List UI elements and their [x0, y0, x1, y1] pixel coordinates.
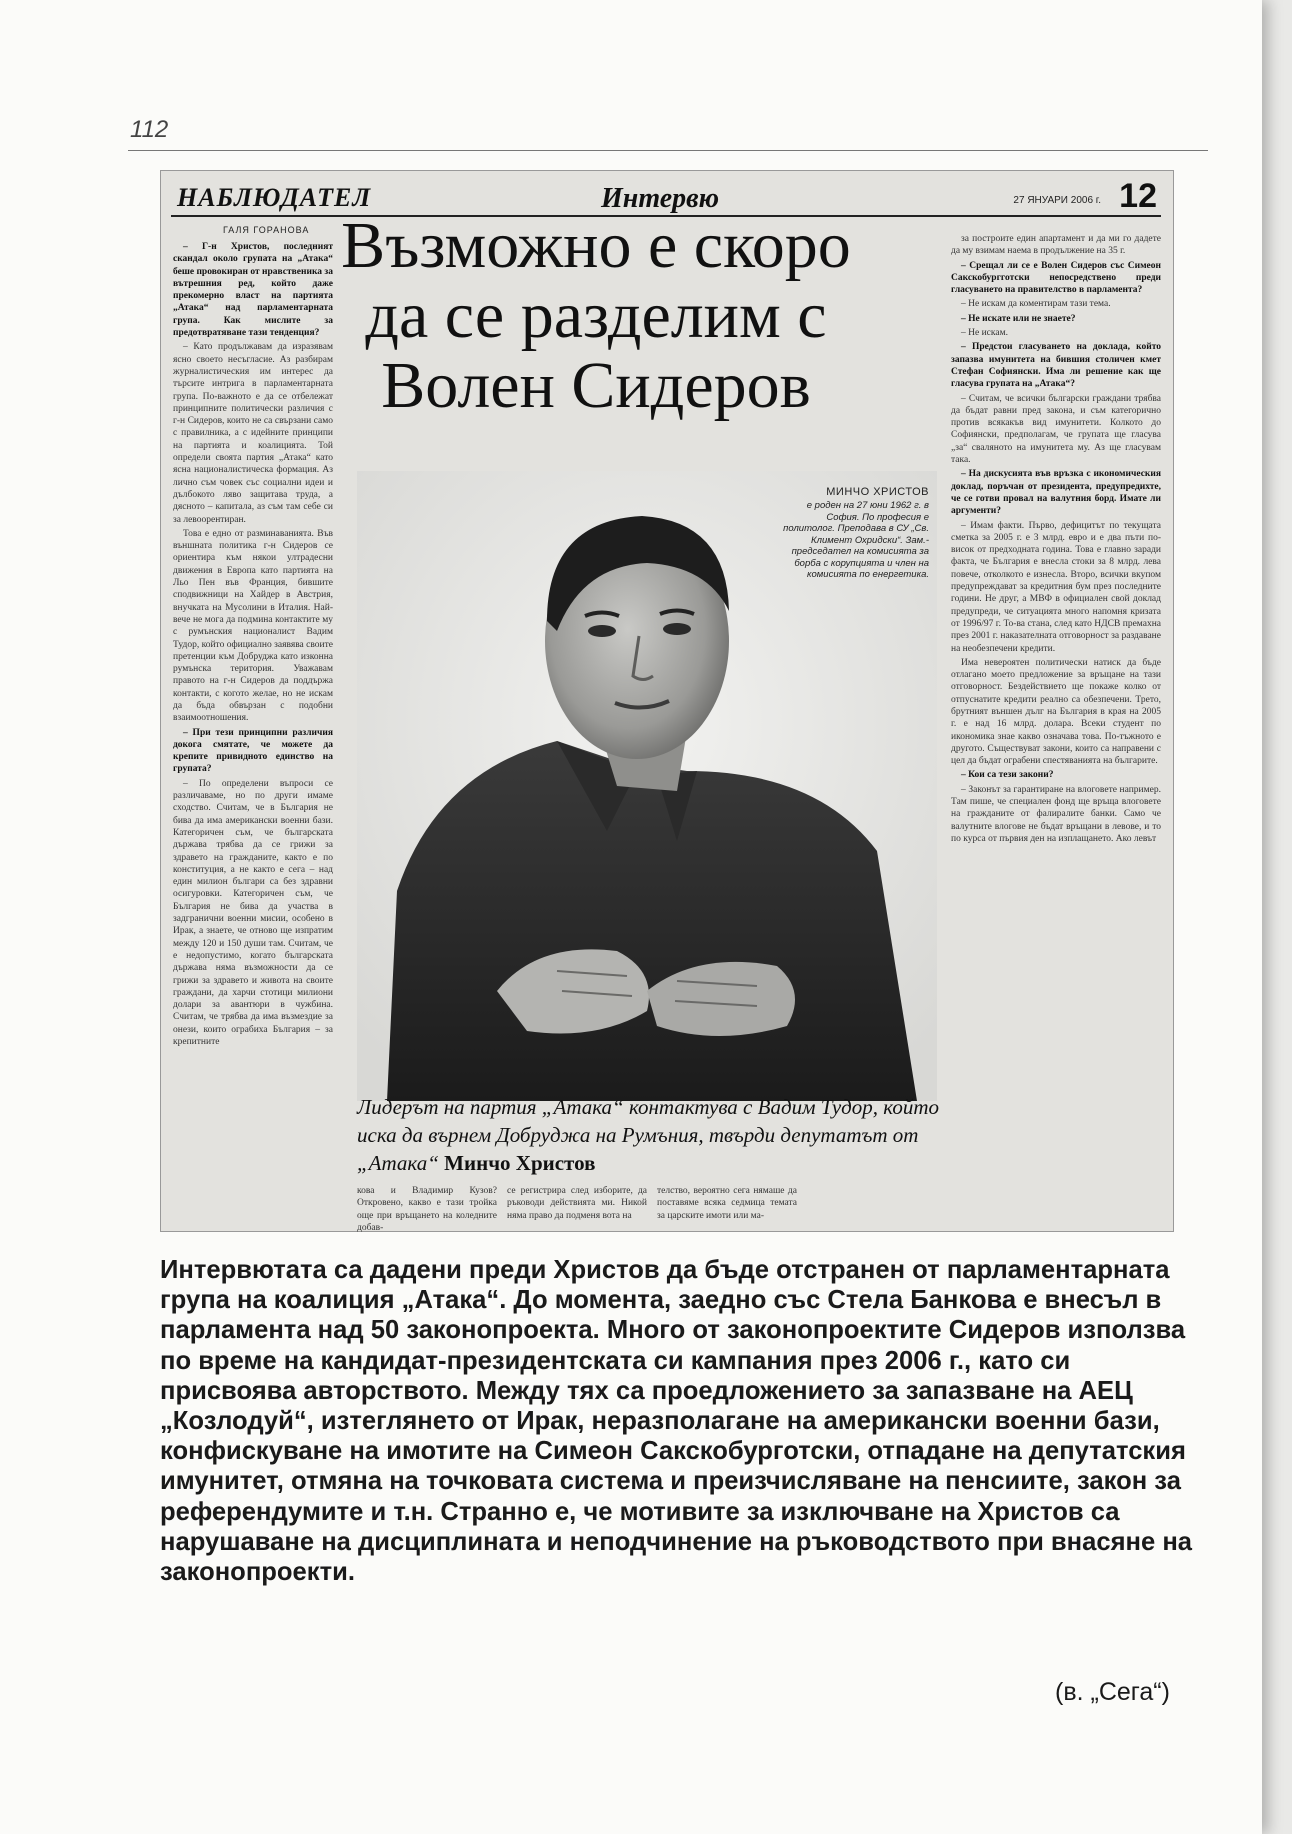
interview-paragraph: – Имам факти. Първо, дефицитът по текущата сметка за 2005 г. е 3 млрд. евро и е два пъти по-висок от предходната година. Това е главно заради факта, че България е внесла стоки за 8 млрд. лева повече, отколкото е изнесла. Второ, всички вкупом предупреждават за кредитния бум през последните години. Не друг, а МВФ в официален свой доклад предупреди, че ситуацията много напомня кризата от 1996/97 г. То-ва стана, след като НДСВ премахна през 2001 г. наказателната отговорност за раздаване на необезпечени кредити. [951, 520, 1161, 654]
commentary-text: Интервютата са дадени преди Христов да бъде отстранен от парламентарната група на коалиция „Атака“. До момента, заедно със Стела Банкова е внесъл в парламента над 50 законопроекта. Много от законопроектите Сидеров използва по време на кандидат-президентската си кампания през 2006 г., като си присвоява авторството. Между тях са проедложението за запазване на АЕЦ „Козлодуй“, изтеглянето от Ирак, неразполагане на американски военни бази, конфискуване на имотите на Симеон Сакскобурготски, отпадане на депутатския имунитет, отмяна на точковата система и преизчисляване на пенсиите, закон за референдумите и т.н. Странно е, че мотивите за изключване на Христов са нарушаване на дисциплината и неподчинение на ръководството при внасяне на законопроекти. [160, 1256, 1193, 1587]
interview-question: – Г-н Христов, последният скандал около групата на „Атака“ беше провокиран от нравственика за вътрешния ред, който даже прекомерно власт на партията „Атака“ над парламентарната група. Как мислите за предотвратяване тази тенденция? [173, 242, 333, 339]
headline-line: да се разделим с [365, 279, 827, 352]
bottom-column: телство, вероятно сега нямаше да поставяме всяка седмица темата за царските имоти или ма- [657, 1186, 797, 1221]
source-citation: (в. „Сега“) [1055, 1678, 1170, 1706]
interview-paragraph: Това е едно от разминаванията. Във външната политика г-н Сидеров се ориентира към някои ултрадесни движения в Европа като партията на Льо Пен във Франция, бившите сподвижници на Хайдер в Австрия, внучката на Мусолини в Италия. Най-вече не мога да подмина контактите му с румънския националист Вадим Тудор, който официално заявява своите претенции към Добруджа като изконна румънска територия. Уважавам правото на г-н Сидеров да поддържа контакти, с когото желае, но не искам да бъда обвързан с подобни взаимоотношения. [173, 528, 333, 724]
caption-author: Минчо Христов [444, 1151, 596, 1175]
bottom-column: се регистрира след изборите, да ръководи действията ми. Никой няма право да подменя вота на [507, 1186, 647, 1221]
left-column [173, 241, 333, 1119]
caption-text: Лидерът на партия „Атака“ контактува с Вадим Тудор, който иска да върнем Добруджа на Румъния, твърди депутатът от „Атака“ [357, 1095, 939, 1175]
photo-caption [357, 1093, 947, 1177]
bio-box [781, 486, 929, 581]
bio-text: е роден на 27 юни 1962 г. в София. По професия е политолог. Преподава в СУ „Св. Климент Охридски“. Зам.-председател на комисията за борба с корупцията и член на комисията по енергетика. [783, 500, 929, 580]
headline-line: Възможно е скоро [341, 209, 851, 282]
interview-question: – Срещал ли се е Волен Сидеров със Симеон Сакскобургготски непосредствено преди гласуването на правителство в парламента? [951, 260, 1161, 296]
headline-line: Волен Сидеров [381, 349, 811, 422]
headline [341, 211, 851, 421]
interview-paragraph: – Законът за гарантиране на влоговете например. Там пише, че специален фонд ще връща влоговете на гражданите от фалиралите банки. Само че валутните влогове не бъдат връщани в левове, и то по курса от първия ден на изплащането. Ако левът [951, 784, 1161, 844]
header-rule [128, 150, 1208, 151]
interview-question: – Не искате или не знаете? [961, 313, 1076, 324]
right-column [951, 233, 1161, 1118]
bottom-column: кова и Владимир Кузов? Откровено, какво е тази тройка още при връщането на коледните добав- [357, 1186, 497, 1233]
page-number: 112 [130, 116, 169, 143]
bio-name: МИНЧО ХРИСТОВ [826, 486, 929, 498]
interview-paragraph: за построите един апартамент и да ми го дадете да му взимам наема в продължение на 35 г. [951, 234, 1161, 257]
interview-paragraph: – Не искам. [961, 328, 1008, 339]
interview-question: – При тези принципни различия докога смятате, че можете да крепите привидното единство на групата? [173, 727, 333, 775]
newspaper-clipping [160, 170, 1174, 1232]
interview-paragraph: – По определени въпроси се различаваме, но по други имаме сходство. Считам, че в България не бива да има американски военни бази. Категоричен съм, че българската държава трябва да се грижи за здравето на гражданите, както е по конституция, а не както е сега – над един милион българи са без здравни осигуровки. Категоричен съм, че България не бива да участва в задгранични военни мисии, особено в Ирак, а знаете, че отново ще изпратим между 120 и 150 души там. Считам, че е недопустимо, когато българската държава няма възможности да се грижи за здравето и живота на своите граждани, да харчи стотици милиони долари за авантюри в чужбина. Считам, че трябва да има възмездие за онези, които ограбиха България – за крепитните [173, 778, 333, 1047]
interview-paragraph: – Като продължавам да изразявам ясно своето несъгласие. Аз разбирам журналистическия им интерес да търсите интрига в парламентарната група. По-важното е да се отбележат принципните политически различия с г-н Сидеров, които не са свързани само с правилника, а с идейните принципи на партията и коалицията. Той определи своята партия „Атака“ като ясна националистическа формация. Аз лично съм човек със социални идеи и дълбокото ляво защитава труда, а дясното – капитала, аз съм там себе си за левоорентиран. [173, 342, 333, 525]
interview-paragraph: – Не искам да коментирам тази тема. [961, 299, 1111, 310]
paper-name: НАБЛЮДАТЕЛ [177, 183, 372, 212]
issue-page: 12 [1119, 177, 1157, 215]
interview-question: – Кои са тези закони? [961, 770, 1054, 781]
interview-paragraph: – Считам, че всички български граждани трябва да бъдат равни пред закона, и съм категорично против всякакъв вид имунитети. Колкото до Софиянски, предполагам, че групата ще гласува „за“ сваляното на имунитета му. Аз ще гласувам така. [951, 393, 1161, 466]
interview-paragraph: Има невероятен политически натиск да бъде отлагано моето предложение за връщане на тази отговорност. Бездействието ще покаже колко от отпуснатите кредити реално са обезпечени. Трето, брутният външен дълг на България в края на 2005 г. е над 16 млрд. долара. Всеки студент по икономика знае какво означава това. По-тъжното е другото. Съществуват закони, които са направени с цел да бъдат ограбени спестяванията на българите. [951, 657, 1161, 767]
section-name: Интервю [601, 183, 720, 214]
issue-date: 27 ЯНУАРИ 2006 г. [1013, 195, 1101, 206]
interview-question: – Предстои гласуването на доклада, който запазва имунитета на бившия столичен кмет Стефан Софиянски. Има ли решение как ще гласува групата на „Атака“? [951, 342, 1161, 390]
interview-question: – На дискусията във връзка с икономическия доклад, поръчан от президента, предупредихте, че се готви провал на валутния борд. Имате ли аргументи? [951, 469, 1161, 517]
article-author: ГАЛЯ ГОРАНОВА [223, 225, 310, 235]
